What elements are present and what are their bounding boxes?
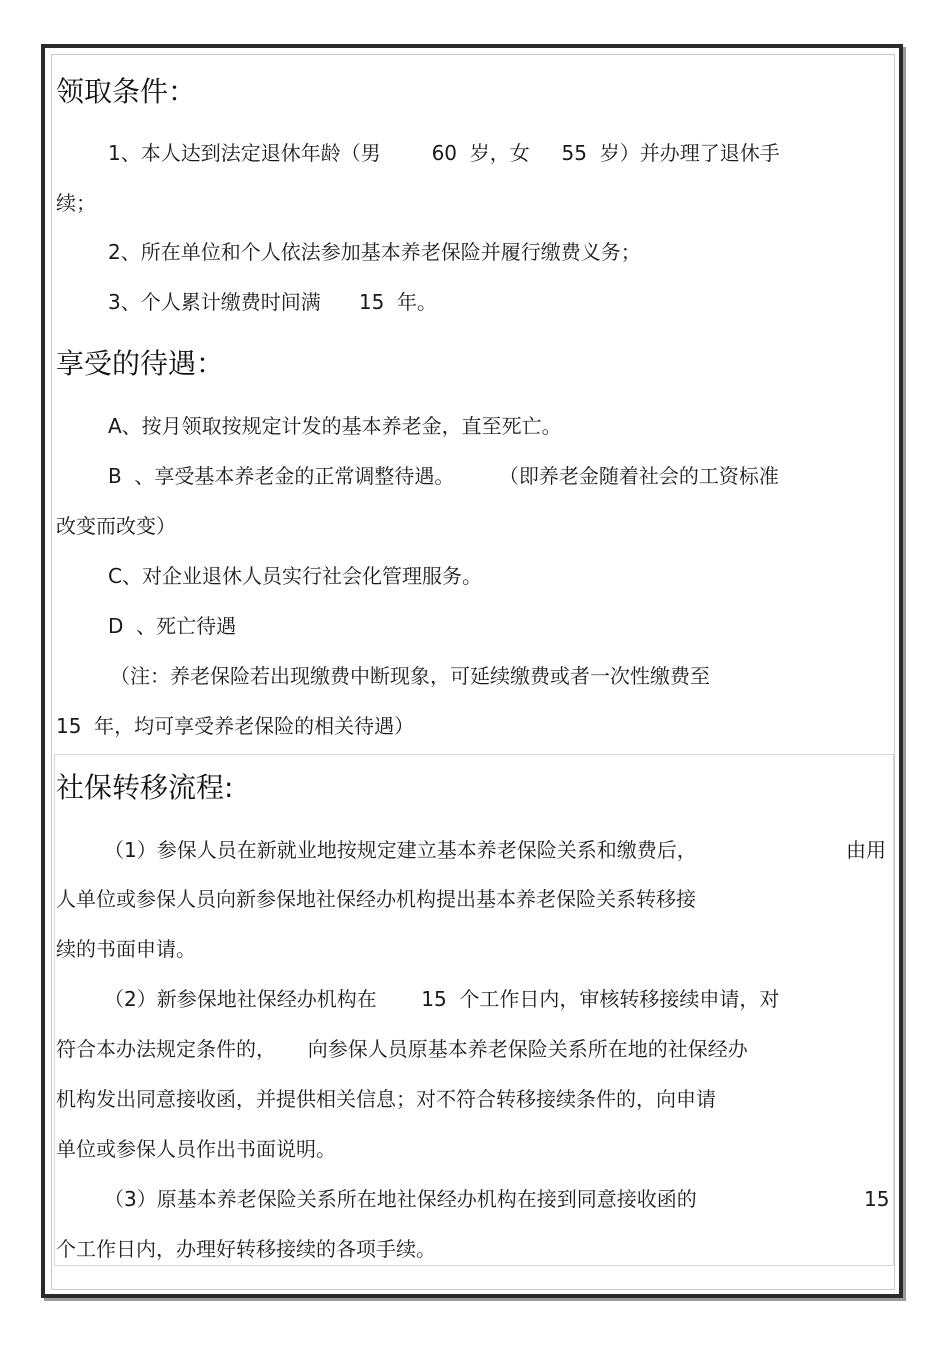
transfer-step-3-tail: 15 bbox=[864, 1187, 890, 1211]
transfer-step-1-cont-1: 人单位或参保人员向新参保地社保经办机构提出基本养老保险关系转移接 bbox=[56, 887, 696, 911]
transfer-step-1-cont-2: 续的书面申请。 bbox=[56, 937, 196, 961]
heading-eligibility: 领取条件： bbox=[56, 75, 197, 108]
eligibility-line-3: 3、个人累计缴费时间满 15 年。 bbox=[108, 290, 438, 314]
benefits-line-c: C、对企业退休人员实行社会化管理服务。 bbox=[108, 564, 482, 588]
benefits-line-b-cont: 改变而改变） bbox=[56, 514, 176, 538]
benefits-line-d: D 、死亡待遇 bbox=[108, 614, 237, 638]
transfer-step-3-cont: 个工作日内，办理好转移接续的各项手续。 bbox=[56, 1237, 436, 1261]
benefits-note: （注：养老保险若出现缴费中断现象，可延续缴费或者一次性缴费至 bbox=[110, 664, 710, 688]
benefits-line-b: B 、享受基本养老金的正常调整待遇。 （即养老金随着社会的工资标准 bbox=[108, 464, 779, 488]
transfer-step-3: （3）原基本养老保险关系所在地社保经办机构在接到同意接收函的 bbox=[104, 1187, 697, 1211]
eligibility-line-1: 1、本人达到法定退休年龄（男 60 岁，女 55 岁）并办理了退休手 bbox=[108, 141, 780, 165]
transfer-step-2-cont-1: 符合本办法规定条件的， 向参保人员原基本养老保险关系所在地的社保经办 bbox=[56, 1037, 748, 1061]
benefits-line-a: A、按月领取按规定计发的基本养老金，直至死亡。 bbox=[108, 414, 562, 438]
eligibility-line-1-cont: 续； bbox=[56, 191, 96, 215]
heading-benefits: 享受的待遇： bbox=[56, 347, 225, 380]
transfer-step-2-cont-2: 机构发出同意接收函，并提供相关信息；对不符合转移接续条件的，向申请 bbox=[56, 1087, 716, 1111]
transfer-step-2: （2）新参保地社保经办机构在 15 个工作日内，审核转移接续申请，对 bbox=[104, 987, 780, 1011]
benefits-note-cont: 15 年，均可享受养老保险的相关待遇） bbox=[56, 714, 415, 738]
heading-transfer-process: 社保转移流程: bbox=[56, 771, 234, 804]
eligibility-line-2: 2、所在单位和个人依法参加基本养老保险并履行缴费义务； bbox=[108, 240, 641, 264]
transfer-step-2-cont-3: 单位或参保人员作出书面说明。 bbox=[56, 1137, 336, 1161]
transfer-step-1-tail: 由用 bbox=[846, 838, 886, 862]
transfer-step-1: （1）参保人员在新就业地按规定建立基本养老保险关系和缴费后， bbox=[104, 838, 697, 862]
